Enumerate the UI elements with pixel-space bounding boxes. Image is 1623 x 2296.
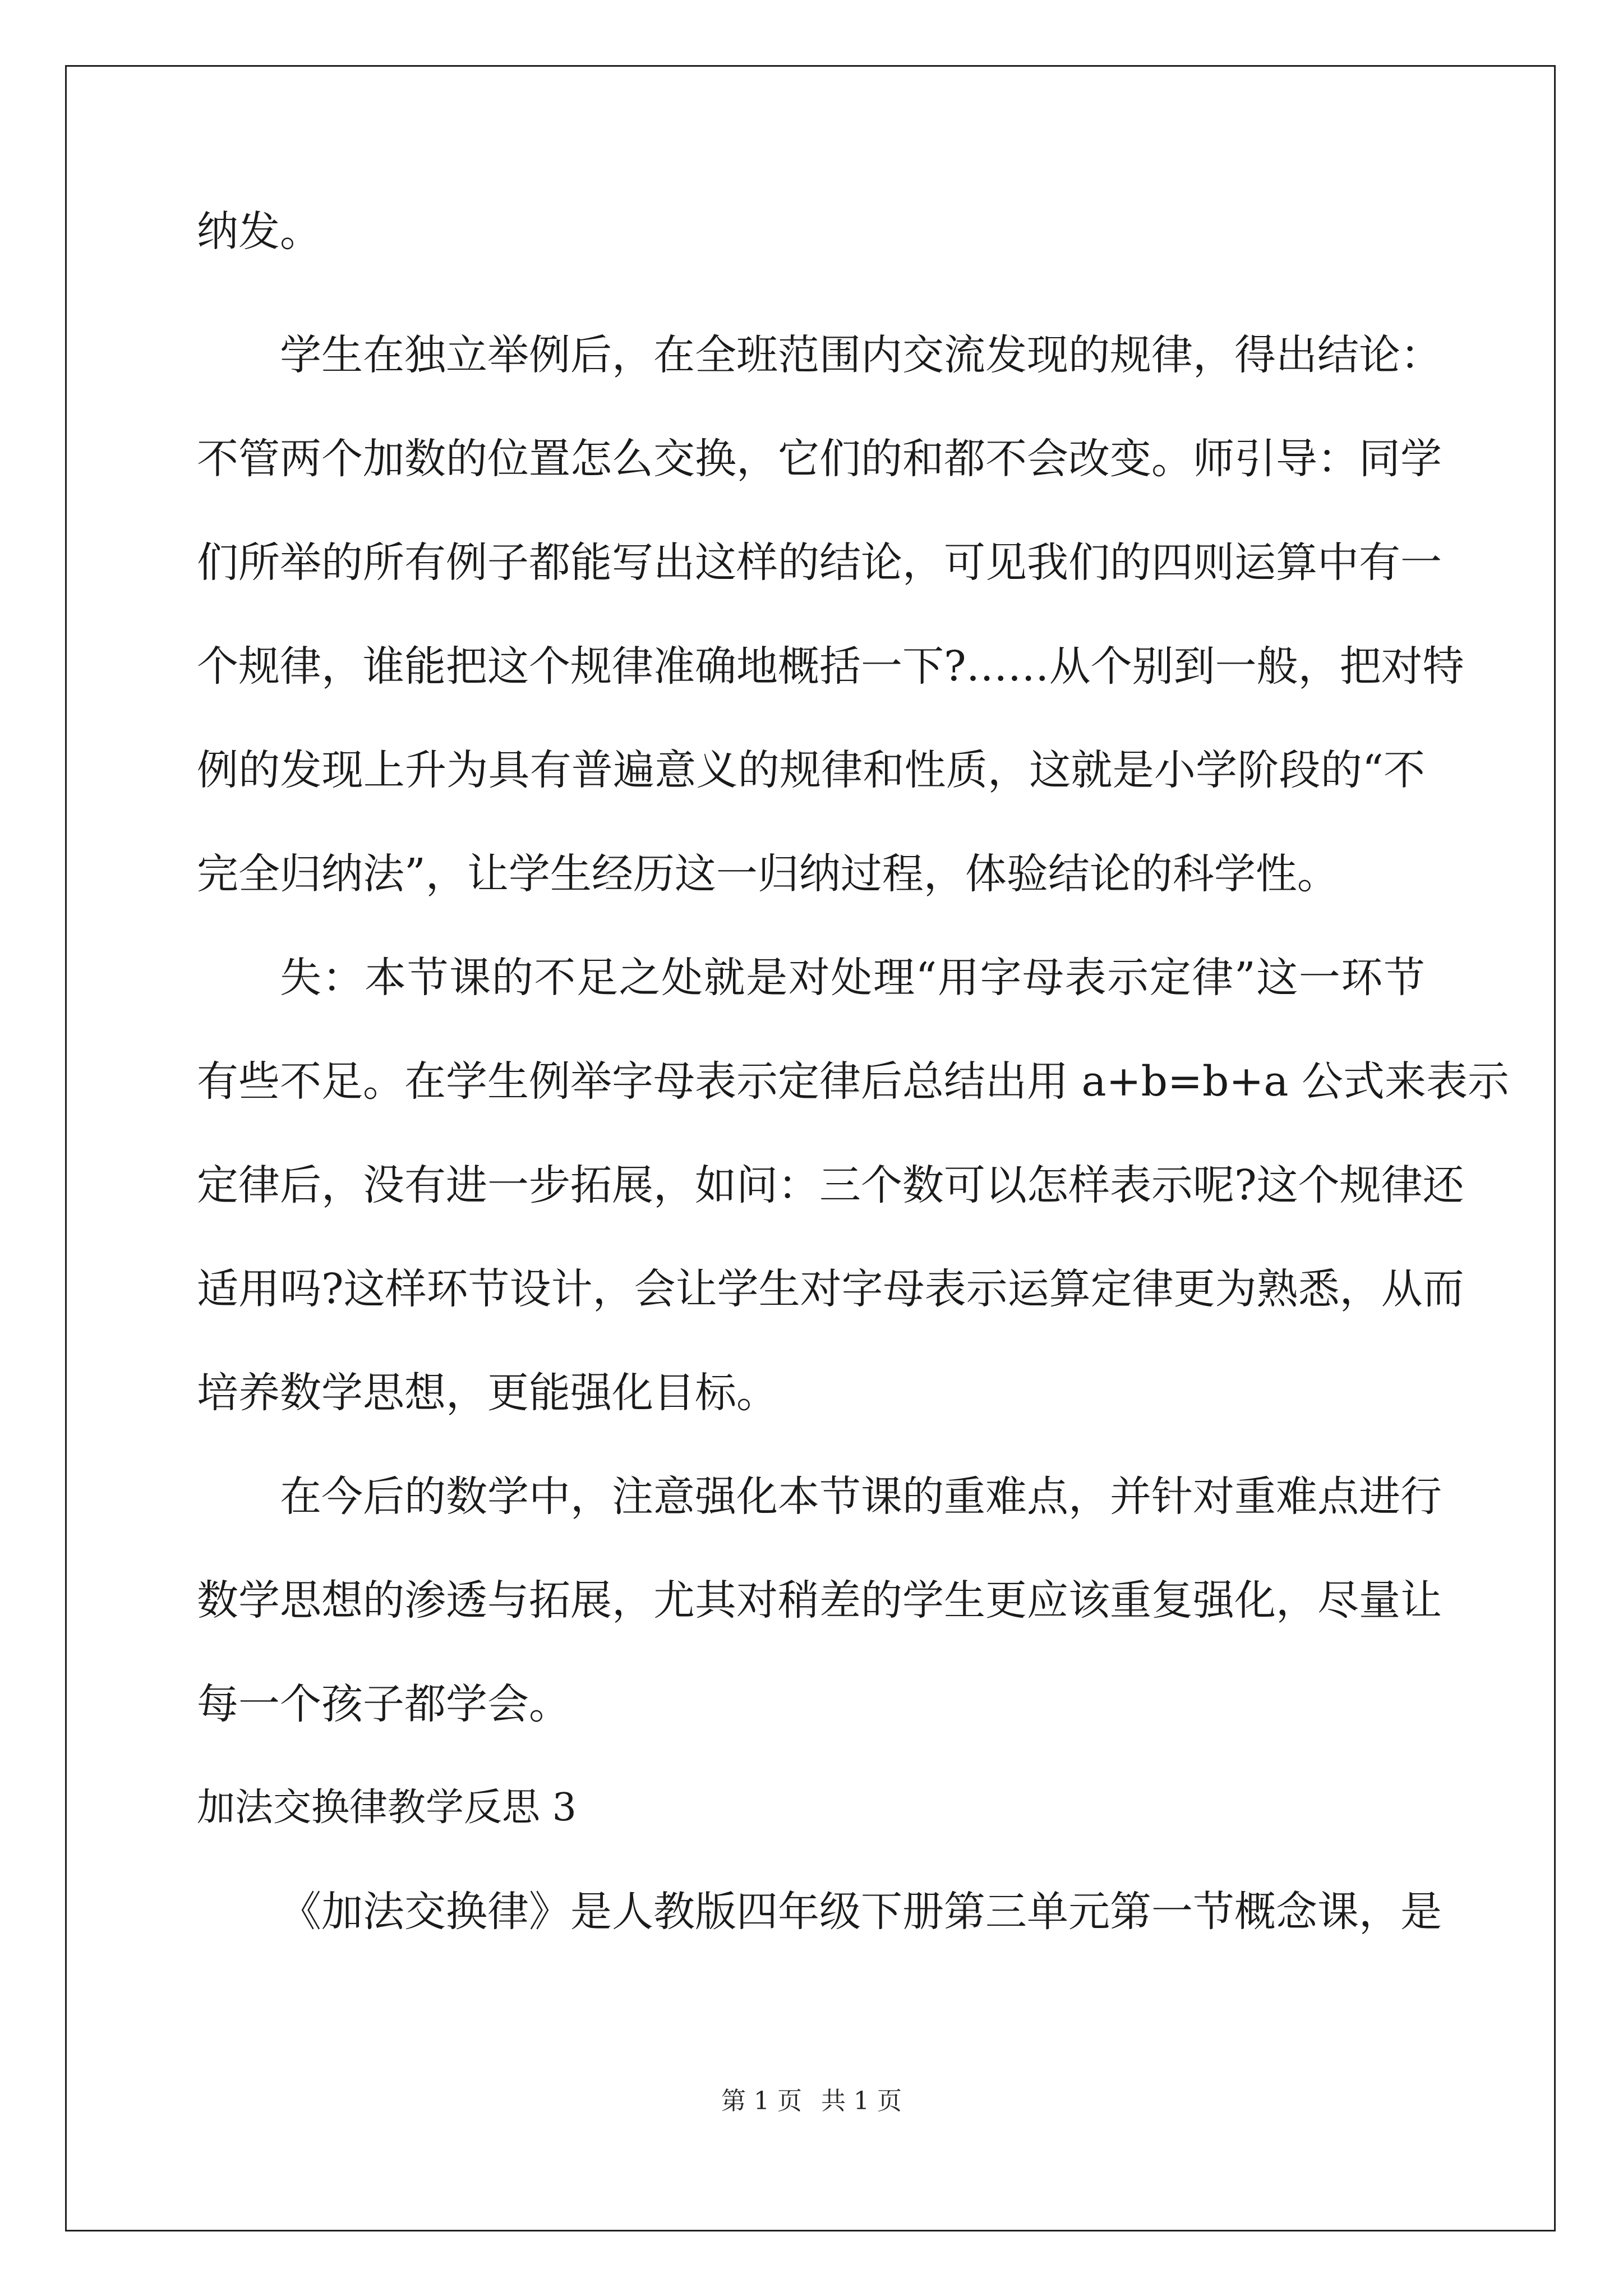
paragraph-first-line: 在今后的数学中，注意强化本节课的重难点，并针对重难点进行	[280, 1473, 1442, 1521]
text-line: 例的发现上升为具有普遍意义的规律和性质，这就是小学阶段的“不	[197, 746, 1425, 794]
text-line: 培养数学思想，更能强化目标。	[197, 1369, 778, 1417]
paragraph-first-line: 失：本节课的不足之处就是对处理“用字母表示定律”这一环节	[280, 954, 1425, 1002]
paragraph-first-line: 《加法交换律》是人教版四年级下册第三单元第一节概念课，是	[280, 1888, 1442, 1936]
text-line: 不管两个加数的位置怎么交换，它们的和都不会改变。师引导：同学	[197, 435, 1442, 483]
section-heading: 加法交换律教学反思 3	[197, 1786, 577, 1830]
text-line: 完全归纳法”，让学生经历这一归纳过程，体验结论的科学性。	[197, 850, 1339, 898]
paragraph-first-line: 学生在独立举例后，在全班范围内交流发现的规律，得出结论：	[280, 331, 1442, 379]
text-line: 定律后，没有进一步拓展，如问：三个数可以怎样表示呢?这个规律还	[197, 1161, 1464, 1209]
text-line: 有些不足。在学生例举字母表示定律后总结出用 a+b=b+a 公式来表示	[197, 1057, 1510, 1106]
text-line: 适用吗?这样环节设计，会让学生对字母表示运算定律更为熟悉，从而	[197, 1265, 1464, 1313]
text-line: 个规律，谁能把这个规律准确地概括一下?……从个别到一般，把对特	[197, 642, 1464, 691]
page-number: 第 1 页	[721, 2087, 802, 2115]
text-line: 纳发。	[197, 208, 321, 256]
page-total: 共 1 页	[821, 2087, 902, 2115]
text-line: 数学思想的渗透与拓展，尤其对稍差的学生更应该重复强化，尽量让	[197, 1576, 1442, 1625]
page-footer	[0, 2086, 1623, 2117]
text-line: 每一个孩子都学会。	[197, 1680, 570, 1728]
text-line: 们所举的所有例子都能写出这样的结论，可见我们的四则运算中有一	[197, 539, 1442, 587]
